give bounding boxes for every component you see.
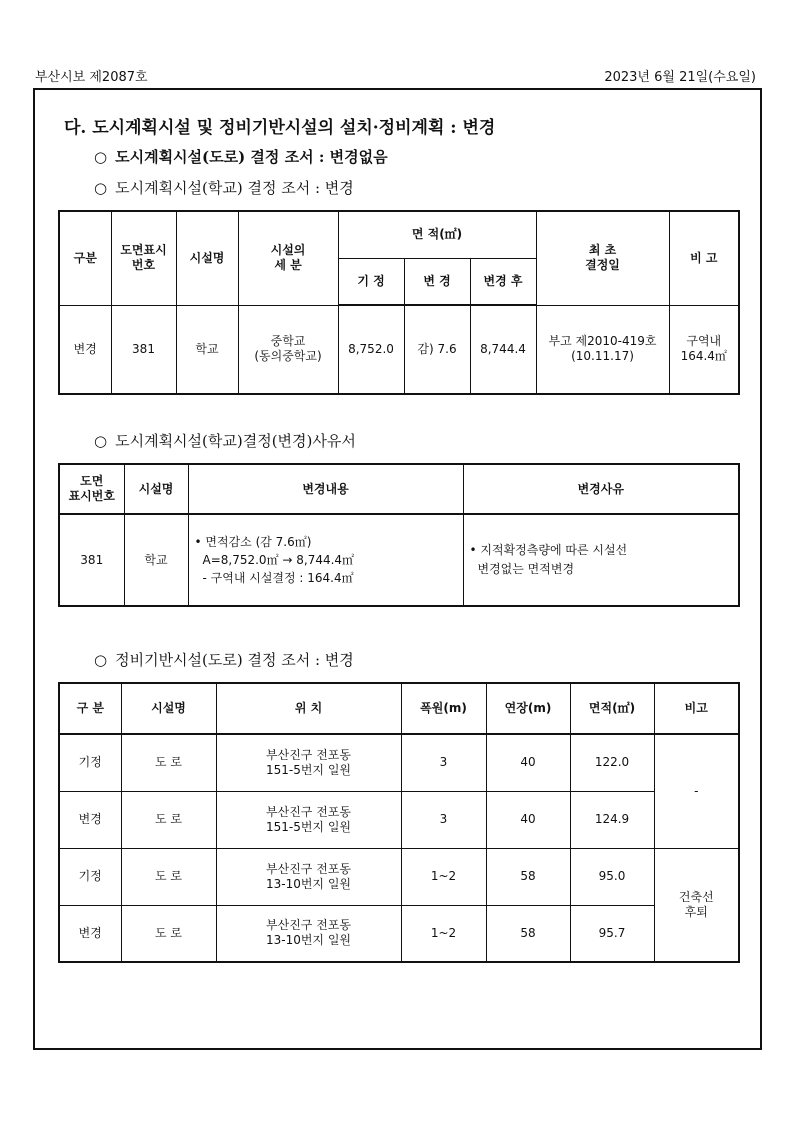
table-cell-map-no: 381 [111,305,176,394]
table-cell-location: 부산진구 전포동 13-10번지 일원 [216,905,401,962]
bulletin-date: 2023년 6월 21일(수요일) [604,70,756,85]
table-cell-facility-name: 도 로 [121,791,216,848]
table-cell-facility-name: 도 로 [121,734,216,791]
header-location: 위 치 [216,683,401,734]
subsection-road-decision [94,146,388,167]
header-map-no: 도면 표시번호 [59,464,124,514]
circle-bullet-icon: ○ [94,432,108,450]
table-cell-gubun: 변경 [59,905,121,962]
table-cell-note: 구역내 164.4㎡ [669,305,739,394]
header-gubun: 구 분 [59,683,121,734]
header-area-existing: 기 정 [338,258,404,305]
subsection-school-decision [94,177,354,198]
header-area: 면 적(㎡) [338,211,536,258]
infra-road-table [58,682,740,963]
table-cell-note: 건축선 후퇴 [654,848,739,962]
header-width: 폭원(m) [401,683,486,734]
table-cell-area-change: 감) 7.6 [404,305,470,394]
header-note: 비고 [654,683,739,734]
table-cell-location: 부산진구 전포동 151-5번지 일원 [216,734,401,791]
header-area-after: 변경 후 [470,258,536,305]
table-cell-gubun: 변경 [59,791,121,848]
header-map-no: 도면표시 번호 [111,211,176,305]
header-change-reason: 변경사유 [463,464,739,514]
table-cell-facility-name: 도 로 [121,905,216,962]
circle-bullet-icon: ○ [94,148,108,166]
table-cell-length: 58 [486,905,570,962]
table-cell-facility-detail: 중학교 (동의중학교) [238,305,338,394]
circle-bullet-icon: ○ [94,179,108,197]
subsection-road-decision-text: 도시계획시설(도로) 결정 조서 : 변경없음 [115,148,388,166]
header-area-change: 변 경 [404,258,470,305]
table-cell-gubun: 기정 [59,848,121,905]
table-cell-width: 3 [401,734,486,791]
bulletin-issue: 부산시보 제2087호 [35,70,148,85]
table-cell-facility-name: 학교 [176,305,238,394]
table-cell-width: 1~2 [401,905,486,962]
header-facility-name: 시설명 [121,683,216,734]
table-cell-area: 95.0 [570,848,654,905]
table-cell-map-no: 381 [59,514,124,606]
table-cell-width: 1~2 [401,848,486,905]
subsection-school-decision-text: 도시계획시설(학교) 결정 조서 : 변경 [115,179,354,197]
header-area: 면적(㎡) [570,683,654,734]
section-title: 다. 도시계획시설 및 정비기반시설의 설치·정비계획 : 변경 [64,118,496,138]
school-decision-table [58,210,740,395]
table-cell-change-content: • 면적감소 (감 7.6㎡) A=8,752.0㎡ → 8,744.4㎡ - 구역내 시설결정 : 164.4㎡ [188,514,463,606]
header-change-content: 변경내용 [188,464,463,514]
table-cell-note: - [654,734,739,848]
header-note: 비 고 [669,211,739,305]
subsection-infra-road-text: 정비기반시설(도로) 결정 조서 : 변경 [115,651,354,669]
header-facility-name: 시설명 [124,464,188,514]
table-cell-area-after: 8,744.4 [470,305,536,394]
table-cell-area: 124.9 [570,791,654,848]
table-cell-length: 40 [486,734,570,791]
table-cell-length: 58 [486,848,570,905]
header-length: 연장(m) [486,683,570,734]
table-cell-first-decision: 부고 제2010-419호 (10.11.17) [536,305,669,394]
table-cell-facility-name: 도 로 [121,848,216,905]
table-cell-area: 95.7 [570,905,654,962]
table-row [59,848,739,905]
table-cell-location: 부산진구 전포동 13-10번지 일원 [216,848,401,905]
header-gubun: 구분 [59,211,111,305]
table-cell-area-existing: 8,752.0 [338,305,404,394]
table-cell-facility-name: 학교 [124,514,188,606]
header-facility-detail: 시설의 세 분 [238,211,338,305]
table-row [59,734,739,791]
subsection-infra-road [94,649,354,670]
table-cell-area: 122.0 [570,734,654,791]
circle-bullet-icon: ○ [94,651,108,669]
subsection-reason-text: 도시계획시설(학교)결정(변경)사유서 [115,432,356,450]
table-cell-gubun: 변경 [59,305,111,394]
table-cell-change-reason: • 지적확정측량에 따른 시설선 변경없는 면적변경 [463,514,739,606]
table-row [59,791,739,848]
table-cell-location: 부산진구 전포동 151-5번지 일원 [216,791,401,848]
subsection-reason [94,430,356,451]
header-first-decision: 최 초 결정일 [536,211,669,305]
table-cell-length: 40 [486,791,570,848]
header-facility-name: 시설명 [176,211,238,305]
table-cell-gubun: 기정 [59,734,121,791]
table-cell-width: 3 [401,791,486,848]
table-row [59,905,739,962]
change-reason-table [58,463,740,607]
